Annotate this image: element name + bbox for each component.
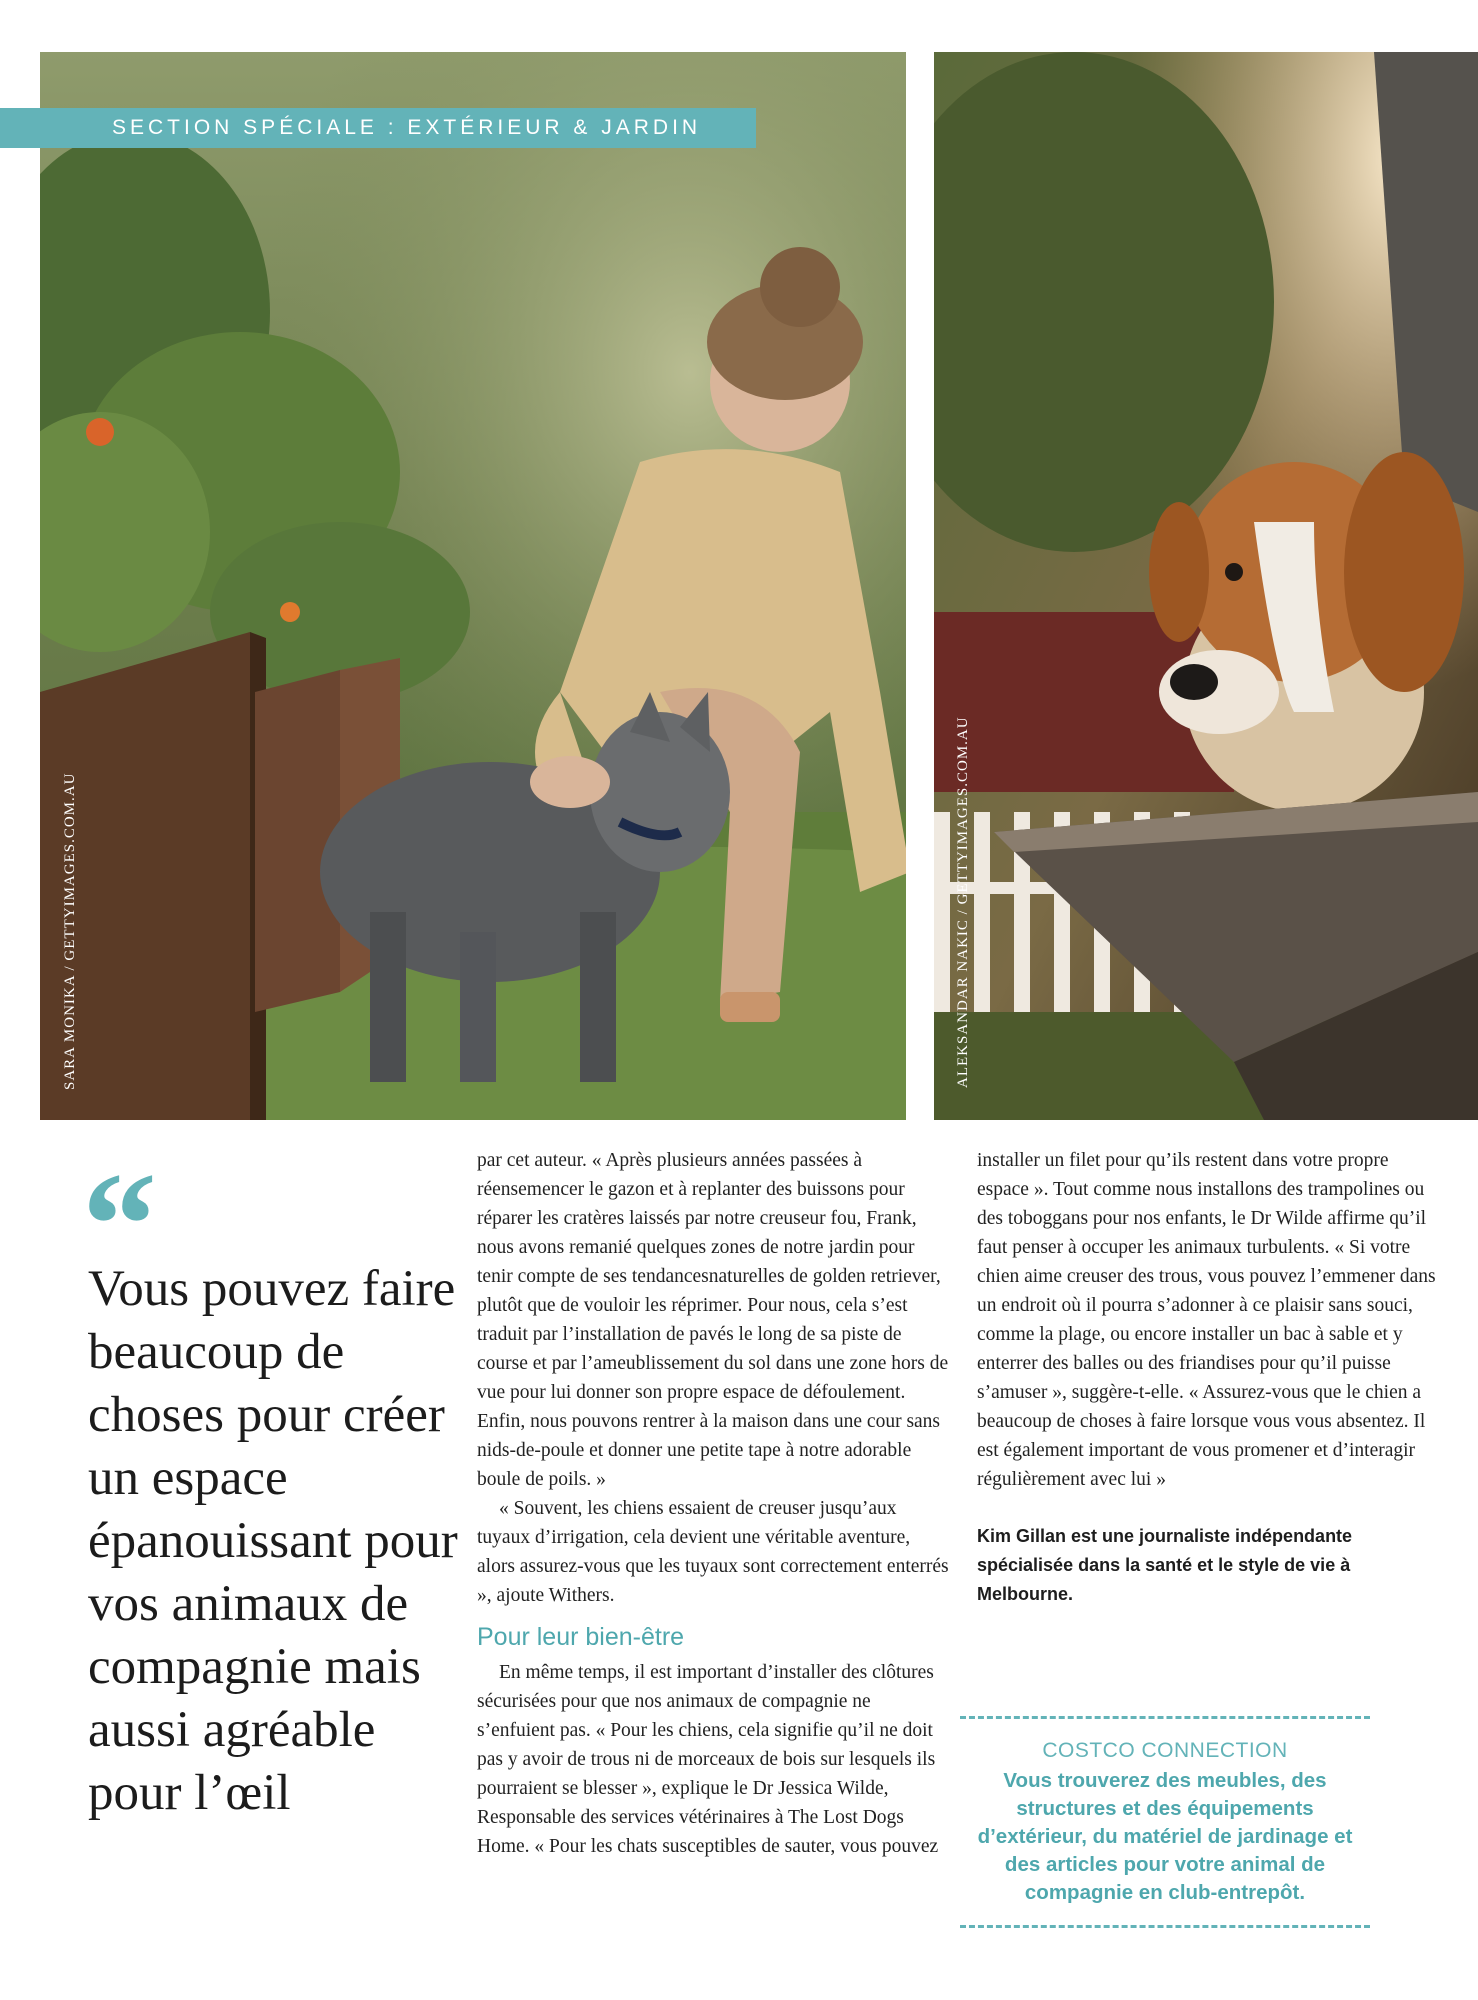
costco-connection-title: COSTCO CONNECTION xyxy=(1042,1739,1288,1762)
author-bio: Kim Gillan est une journaliste indépendante spécialisée dans la santé et le style de vie à Melbourne. xyxy=(977,1526,1353,1604)
costco-connection-box xyxy=(960,1716,1370,1928)
pull-quote: Vous pouvez faire beaucoup de choses pour créer un espace épanouissant pour vos animaux de compagnie mais aussi agréable pour l’œil xyxy=(88,1261,458,1821)
article-paragraph: installer un filet pour qu’ils restent dans votre propre espace ». Tout comme nous installons des trampolines ou des toboggans pour nos enfants, le Dr Wilde affirme qu’il faut penser à occuper les animaux turbulents. « Si votre chien aime creuser des trous, vous pouvez l’emmener dans un endroit où il pourra s’adonner à ce plaisir sans souci, comme la plage, ou encore installer un bac à sable et y enterrer des balles ou des friandises pour qu’il puisse s’amuser », suggère-t-elle. « Assurez-vous que le chien a beaucoup de choses à faire lorsque vous vous absentez. Il est également important de vous promener et d’interagir régulièrement avec lui » xyxy=(977,1150,1436,1490)
section-banner xyxy=(0,108,756,148)
article-paragraph: En même temps, il est important d’installer des clôtures sécurisées pour que nos animaux de compagnie ne s’enfuient pas. « Pour les chiens, cela signifie qu’il ne doit pas y avoir de trous ni de morceaux de bois sur lesquels ils pourraient se blesser », explique le Dr Jessica Wilde, Responsable des services vétérinaires à The Lost Dogs Home. « Pour les chats susceptibles de sauter, vous pouvez xyxy=(477,1662,939,1857)
photo-credit-right: ALEKSANDAR NAKIC / GETTYIMAGES.COM.AU xyxy=(955,716,971,1088)
garden-illustration xyxy=(40,52,906,1120)
article-column-right xyxy=(977,1146,1437,1609)
beagle-illustration xyxy=(934,52,1478,1120)
article-column-middle xyxy=(477,1146,952,1861)
photo-beagle-wheelbarrow xyxy=(934,52,1478,1120)
photo-woman-with-cat xyxy=(40,52,906,1120)
article-subheading: Pour leur bien-être xyxy=(477,1623,685,1651)
quote-mark-icon: “ xyxy=(82,1142,157,1308)
costco-connection-text: Vous trouverez des meubles, des structures et des équipements d’extérieur, du matériel de jardinage et des articles pour votre animal de compagnie en club-entrepôt. xyxy=(977,1769,1353,1904)
article-paragraph: par cet auteur. « Après plusieurs années passées à réensemencer le gazon et à replanter des buissons pour réparer les cratères laissés par notre creuseur fou, Frank, nous avons remanié quelques zones de notre jardin pour tenir compte de ses tendancesnaturelles de golden retriever, plutôt que de vouloir les réprimer. Pour nous, cela s’est traduit par l’installation de pavés le long de sa piste de course et par l’ameublissement du sol dans une zone hors de vue pour lui donner son propre espace de défoulement. Enfin, nous pouvons rentrer à la maison dans une cour sans nids-de-poule et donner une petite tape à notre adorable boule de poils. » xyxy=(477,1150,949,1490)
photo-credit-left: SARA MONIKA / GETTYIMAGES.COM.AU xyxy=(62,772,78,1090)
section-banner-label: SECTION SPÉCIALE : EXTÉRIEUR & JARDIN xyxy=(112,116,702,139)
article-paragraph: « Souvent, les chiens essaient de creuser jusqu’aux tuyaux d’irrigation, cela devient une véritable aventure, alors assurez-vous que les tuyaux sont correctement enterrés », ajoute Withers. xyxy=(477,1498,949,1606)
